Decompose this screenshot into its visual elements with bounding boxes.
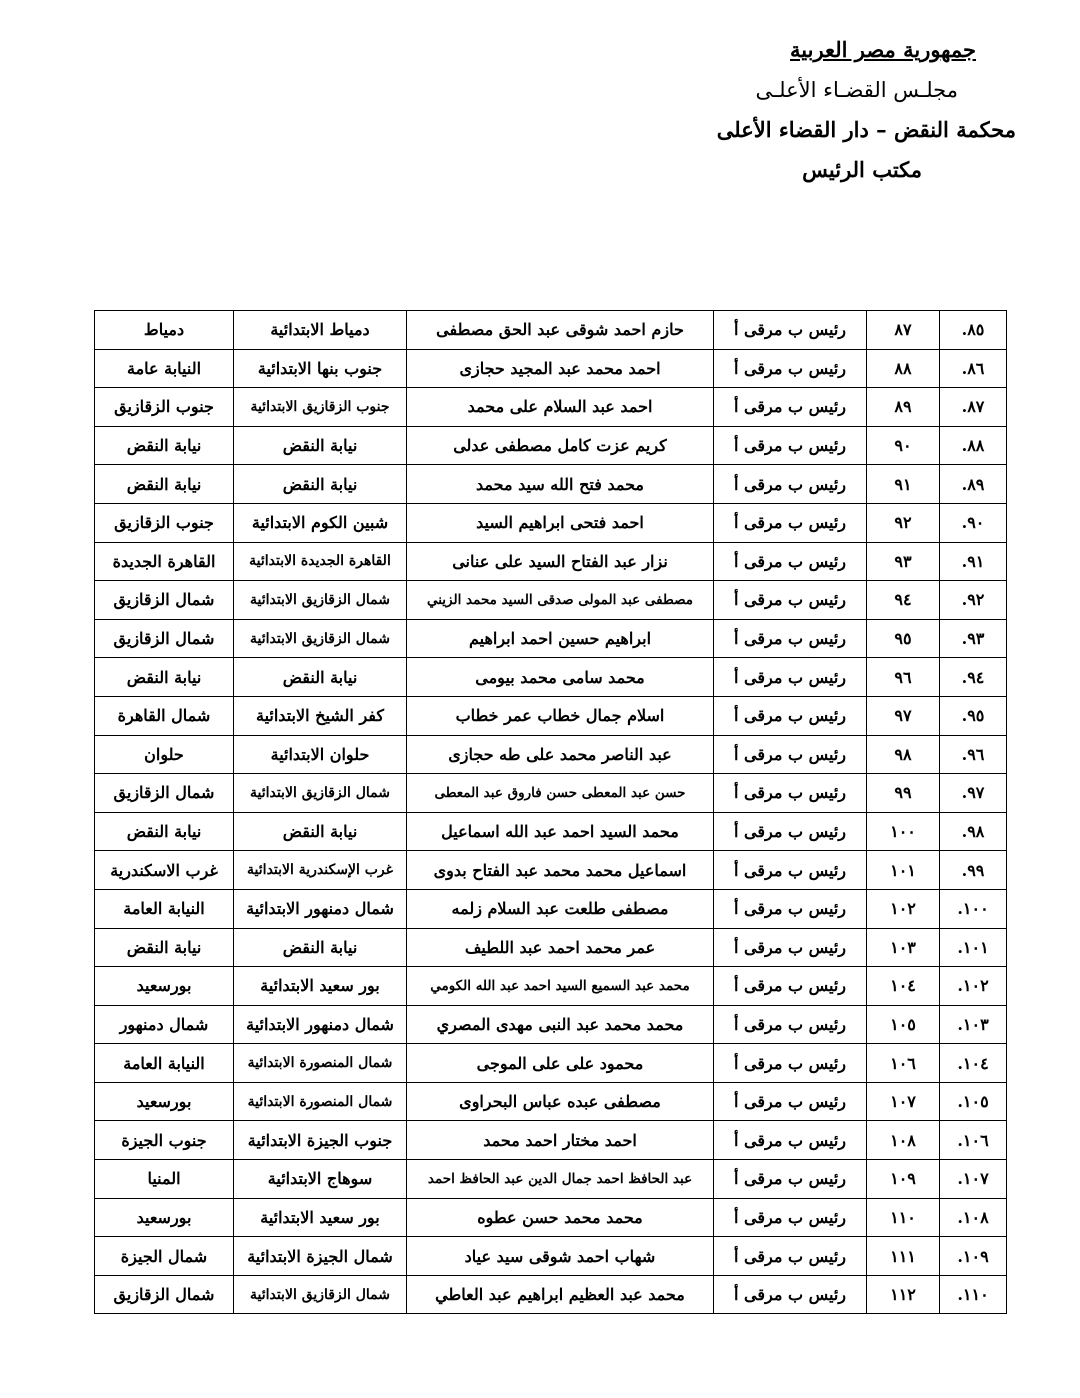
grade-cell: رئيس ب مرقى أ: [714, 503, 867, 542]
grade-cell: رئيس ب مرقى أ: [714, 581, 867, 620]
destination-cell: نيابة النقض: [95, 426, 234, 465]
current-court-cell: جنوب بنها الابتدائية: [234, 349, 407, 388]
seniority-cell: ١٠٥: [867, 1005, 940, 1044]
destination-cell: نيابة النقض: [95, 812, 234, 851]
judge-name-cell: محمد عبد العظيم ابراهيم عبد العاطي: [407, 1275, 714, 1314]
seniority-cell: ١٠٠: [867, 812, 940, 851]
serial-cell: ٩١.: [940, 542, 1007, 581]
destination-cell: شمال الزقازيق: [95, 774, 234, 813]
grade-cell: رئيس ب مرقى أ: [714, 1121, 867, 1160]
serial-cell: ٨٧.: [940, 388, 1007, 427]
current-court-cell: بور سعيد الابتدائية: [234, 967, 407, 1006]
table-row: [95, 658, 1007, 697]
table-row: [95, 311, 1007, 350]
serial-cell: ٨٥.: [940, 311, 1007, 350]
table-row: [95, 426, 1007, 465]
seniority-cell: ١٠٢: [867, 889, 940, 928]
destination-cell: نيابة النقض: [95, 658, 234, 697]
table-row: [95, 812, 1007, 851]
table-row: [95, 851, 1007, 890]
seniority-cell: ١٠١: [867, 851, 940, 890]
destination-cell: دمياط: [95, 311, 234, 350]
table-row: [95, 1237, 1007, 1276]
table-row: [95, 696, 1007, 735]
serial-cell: ٨٨.: [940, 426, 1007, 465]
grade-cell: رئيس ب مرقى أ: [714, 619, 867, 658]
destination-cell: شمال الجيزة: [95, 1237, 234, 1276]
judge-name-cell: عبد الناصر محمد على طه حجازى: [407, 735, 714, 774]
serial-cell: ١٠٦.: [940, 1121, 1007, 1160]
seniority-cell: ٩٨: [867, 735, 940, 774]
serial-cell: ٩٤.: [940, 658, 1007, 697]
judge-name-cell: محمد سامى محمد بيومى: [407, 658, 714, 697]
document-header: [516, 30, 1016, 190]
destination-cell: شمال الزقازيق: [95, 619, 234, 658]
destination-cell: النيابة العامة: [95, 889, 234, 928]
serial-cell: ١٠١.: [940, 928, 1007, 967]
table-row: [95, 581, 1007, 620]
current-court-cell: غرب الإسكندرية الابتدائية: [234, 851, 407, 890]
seniority-cell: ١١٠: [867, 1198, 940, 1237]
grade-cell: رئيس ب مرقى أ: [714, 1198, 867, 1237]
destination-cell: بورسعيد: [95, 1082, 234, 1121]
serial-cell: ١٠٥.: [940, 1082, 1007, 1121]
seniority-cell: ٩٥: [867, 619, 940, 658]
grade-cell: رئيس ب مرقى أ: [714, 658, 867, 697]
table-row: [95, 388, 1007, 427]
current-court-cell: نيابة النقض: [234, 658, 407, 697]
judge-name-cell: حازم احمد شوقى عبد الحق مصطفى: [407, 311, 714, 350]
serial-cell: ١٠٧.: [940, 1160, 1007, 1199]
seniority-cell: ٩١: [867, 465, 940, 504]
serial-cell: ٩٧.: [940, 774, 1007, 813]
grade-cell: رئيس ب مرقى أ: [714, 311, 867, 350]
table-row: [95, 503, 1007, 542]
seniority-cell: ١١١: [867, 1237, 940, 1276]
table-row: [95, 1005, 1007, 1044]
grade-cell: رئيس ب مرقى أ: [714, 465, 867, 504]
serial-cell: ١٠٠.: [940, 889, 1007, 928]
judge-name-cell: كريم عزت كامل مصطفى عدلى: [407, 426, 714, 465]
grade-cell: رئيس ب مرقى أ: [714, 1237, 867, 1276]
serial-cell: ٩٣.: [940, 619, 1007, 658]
judge-name-cell: شهاب احمد شوقى سيد عياد: [407, 1237, 714, 1276]
current-court-cell: شمال دمنهور الابتدائية: [234, 889, 407, 928]
current-court-cell: سوهاج الابتدائية: [234, 1160, 407, 1199]
seniority-cell: ١٠٨: [867, 1121, 940, 1160]
serial-cell: ٩٢.: [940, 581, 1007, 620]
seniority-cell: ٩٧: [867, 696, 940, 735]
current-court-cell: كفر الشيخ الابتدائية: [234, 696, 407, 735]
current-court-cell: نيابة النقض: [234, 812, 407, 851]
table-row: [95, 1198, 1007, 1237]
court-name: محكمة النقض – دار القضاء الأعلى: [716, 117, 1016, 142]
seniority-cell: ٩٣: [867, 542, 940, 581]
seniority-cell: ١٠٦: [867, 1044, 940, 1083]
seniority-cell: ١٠٩: [867, 1160, 940, 1199]
grade-cell: رئيس ب مرقى أ: [714, 1005, 867, 1044]
judge-name-cell: احمد عبد السلام على محمد: [407, 388, 714, 427]
destination-cell: جنوب الجيزة: [95, 1121, 234, 1160]
grade-cell: رئيس ب مرقى أ: [714, 851, 867, 890]
serial-cell: ٨٦.: [940, 349, 1007, 388]
serial-cell: ١٠٨.: [940, 1198, 1007, 1237]
judge-name-cell: احمد فتحى ابراهيم السيد: [407, 503, 714, 542]
grade-cell: رئيس ب مرقى أ: [714, 889, 867, 928]
grade-cell: رئيس ب مرقى أ: [714, 735, 867, 774]
destination-cell: النيابة العامة: [95, 1044, 234, 1083]
current-court-cell: حلوان الابتدائية: [234, 735, 407, 774]
destination-cell: جنوب الزقازيق: [95, 503, 234, 542]
grade-cell: رئيس ب مرقى أ: [714, 1044, 867, 1083]
current-court-cell: شمال الزقازيق الابتدائية: [234, 581, 407, 620]
current-court-cell: شمال الجيزة الابتدائية: [234, 1237, 407, 1276]
judge-name-cell: محمد محمد عبد النبى مهدى المصري: [407, 1005, 714, 1044]
serial-cell: ٨٩.: [940, 465, 1007, 504]
table-row: [95, 889, 1007, 928]
serial-cell: ٩٨.: [940, 812, 1007, 851]
seniority-cell: ١٠٤: [867, 967, 940, 1006]
serial-cell: ١٠٤.: [940, 1044, 1007, 1083]
current-court-cell: شمال المنصورة الابتدائية: [234, 1044, 407, 1083]
table-row: [95, 1275, 1007, 1314]
current-court-cell: نيابة النقض: [234, 465, 407, 504]
serial-cell: ١٠٣.: [940, 1005, 1007, 1044]
destination-cell: بورسعيد: [95, 967, 234, 1006]
destination-cell: بورسعيد: [95, 1198, 234, 1237]
current-court-cell: جنوب الجيزة الابتدائية: [234, 1121, 407, 1160]
current-court-cell: القاهرة الجديدة الابتدائية: [234, 542, 407, 581]
current-court-cell: شمال المنصورة الابتدائية: [234, 1082, 407, 1121]
judge-name-cell: احمد محمد عبد المجيد حجازى: [407, 349, 714, 388]
table-row: [95, 465, 1007, 504]
judge-name-cell: محمد محمد حسن عطوه: [407, 1198, 714, 1237]
judge-name-cell: مصطفى طلعت عبد السلام زلمه: [407, 889, 714, 928]
grade-cell: رئيس ب مرقى أ: [714, 1082, 867, 1121]
seniority-cell: ٩٦: [867, 658, 940, 697]
current-court-cell: نيابة النقض: [234, 928, 407, 967]
table-row: [95, 542, 1007, 581]
grade-cell: رئيس ب مرقى أ: [714, 388, 867, 427]
destination-cell: نيابة النقض: [95, 465, 234, 504]
serial-cell: ١٠٩.: [940, 1237, 1007, 1276]
office-name: مكتب الرئيس: [802, 157, 922, 182]
judge-name-cell: محمود على على الموجى: [407, 1044, 714, 1083]
judges-table: [94, 310, 1007, 1314]
table-row: [95, 1044, 1007, 1083]
current-court-cell: شمال دمنهور الابتدائية: [234, 1005, 407, 1044]
grade-cell: رئيس ب مرقى أ: [714, 542, 867, 581]
judge-name-cell: محمد السيد احمد عبد الله اسماعيل: [407, 812, 714, 851]
table-row: [95, 1160, 1007, 1199]
seniority-cell: ٨٨: [867, 349, 940, 388]
serial-cell: ٩٦.: [940, 735, 1007, 774]
grade-cell: رئيس ب مرقى أ: [714, 967, 867, 1006]
judge-name-cell: عبد الحافظ احمد جمال الدين عبد الحافظ احمد: [407, 1160, 714, 1199]
destination-cell: شمال الزقازيق: [95, 1275, 234, 1314]
grade-cell: رئيس ب مرقى أ: [714, 1160, 867, 1199]
table-row: [95, 928, 1007, 967]
current-court-cell: دمياط الابتدائية: [234, 311, 407, 350]
destination-cell: المنيا: [95, 1160, 234, 1199]
judge-name-cell: مصطفى عبد المولى صدقى السيد محمد الزيني: [407, 581, 714, 620]
grade-cell: رئيس ب مرقى أ: [714, 426, 867, 465]
destination-cell: نيابة النقض: [95, 928, 234, 967]
table-row: [95, 619, 1007, 658]
seniority-cell: ٩٤: [867, 581, 940, 620]
judge-name-cell: ابراهيم حسين احمد ابراهيم: [407, 619, 714, 658]
table-row: [95, 735, 1007, 774]
judge-name-cell: اسماعيل محمد محمد عبد الفتاح بدوى: [407, 851, 714, 890]
seniority-cell: ٨٧: [867, 311, 940, 350]
seniority-cell: ٩٠: [867, 426, 940, 465]
serial-cell: ٩٩.: [940, 851, 1007, 890]
seniority-cell: ١٠٧: [867, 1082, 940, 1121]
destination-cell: شمال دمنهور: [95, 1005, 234, 1044]
destination-cell: القاهرة الجديدة: [95, 542, 234, 581]
judge-name-cell: نزار عبد الفتاح السيد على عنانى: [407, 542, 714, 581]
destination-cell: النيابة عامة: [95, 349, 234, 388]
current-court-cell: شمال الزقازيق الابتدائية: [234, 1275, 407, 1314]
council-name: مجلـس القضـاء الأعلـى: [755, 78, 958, 102]
judge-name-cell: اسلام جمال خطاب عمر خطاب: [407, 696, 714, 735]
table-row: [95, 1082, 1007, 1121]
current-court-cell: شبين الكوم الابتدائية: [234, 503, 407, 542]
judge-name-cell: محمد فتح الله سيد محمد: [407, 465, 714, 504]
grade-cell: رئيس ب مرقى أ: [714, 1275, 867, 1314]
serial-cell: ٩٥.: [940, 696, 1007, 735]
grade-cell: رئيس ب مرقى أ: [714, 812, 867, 851]
serial-cell: ٩٠.: [940, 503, 1007, 542]
current-court-cell: نيابة النقض: [234, 426, 407, 465]
seniority-cell: ١٠٣: [867, 928, 940, 967]
judge-name-cell: عمر محمد احمد عبد اللطيف: [407, 928, 714, 967]
current-court-cell: بور سعيد الابتدائية: [234, 1198, 407, 1237]
table-row: [95, 967, 1007, 1006]
table-row: [95, 349, 1007, 388]
current-court-cell: جنوب الزقازيق الابتدائية: [234, 388, 407, 427]
destination-cell: حلوان: [95, 735, 234, 774]
serial-cell: ١٠٢.: [940, 967, 1007, 1006]
seniority-cell: ٩٢: [867, 503, 940, 542]
seniority-cell: ٩٩: [867, 774, 940, 813]
current-court-cell: شمال الزقازيق الابتدائية: [234, 774, 407, 813]
judge-name-cell: احمد مختار احمد محمد: [407, 1121, 714, 1160]
judge-name-cell: محمد عبد السميع السيد احمد عبد الله الكومي: [407, 967, 714, 1006]
destination-cell: شمال القاهرة: [95, 696, 234, 735]
table-row: [95, 774, 1007, 813]
serial-cell: ١١٠.: [940, 1275, 1007, 1314]
grade-cell: رئيس ب مرقى أ: [714, 928, 867, 967]
seniority-cell: ٨٩: [867, 388, 940, 427]
grade-cell: رئيس ب مرقى أ: [714, 696, 867, 735]
current-court-cell: شمال الزقازيق الابتدائية: [234, 619, 407, 658]
destination-cell: غرب الاسكندرية: [95, 851, 234, 890]
country-name: جمهورية مصر العربية: [790, 37, 976, 62]
table-row: [95, 1121, 1007, 1160]
destination-cell: جنوب الزقازيق: [95, 388, 234, 427]
grade-cell: رئيس ب مرقى أ: [714, 349, 867, 388]
judge-name-cell: مصطفى عبده عباس البحراوى: [407, 1082, 714, 1121]
seniority-cell: ١١٢: [867, 1275, 940, 1314]
table-body: [95, 311, 1007, 1314]
destination-cell: شمال الزقازيق: [95, 581, 234, 620]
judge-name-cell: حسن عبد المعطى حسن فاروق عبد المعطى: [407, 774, 714, 813]
grade-cell: رئيس ب مرقى أ: [714, 774, 867, 813]
